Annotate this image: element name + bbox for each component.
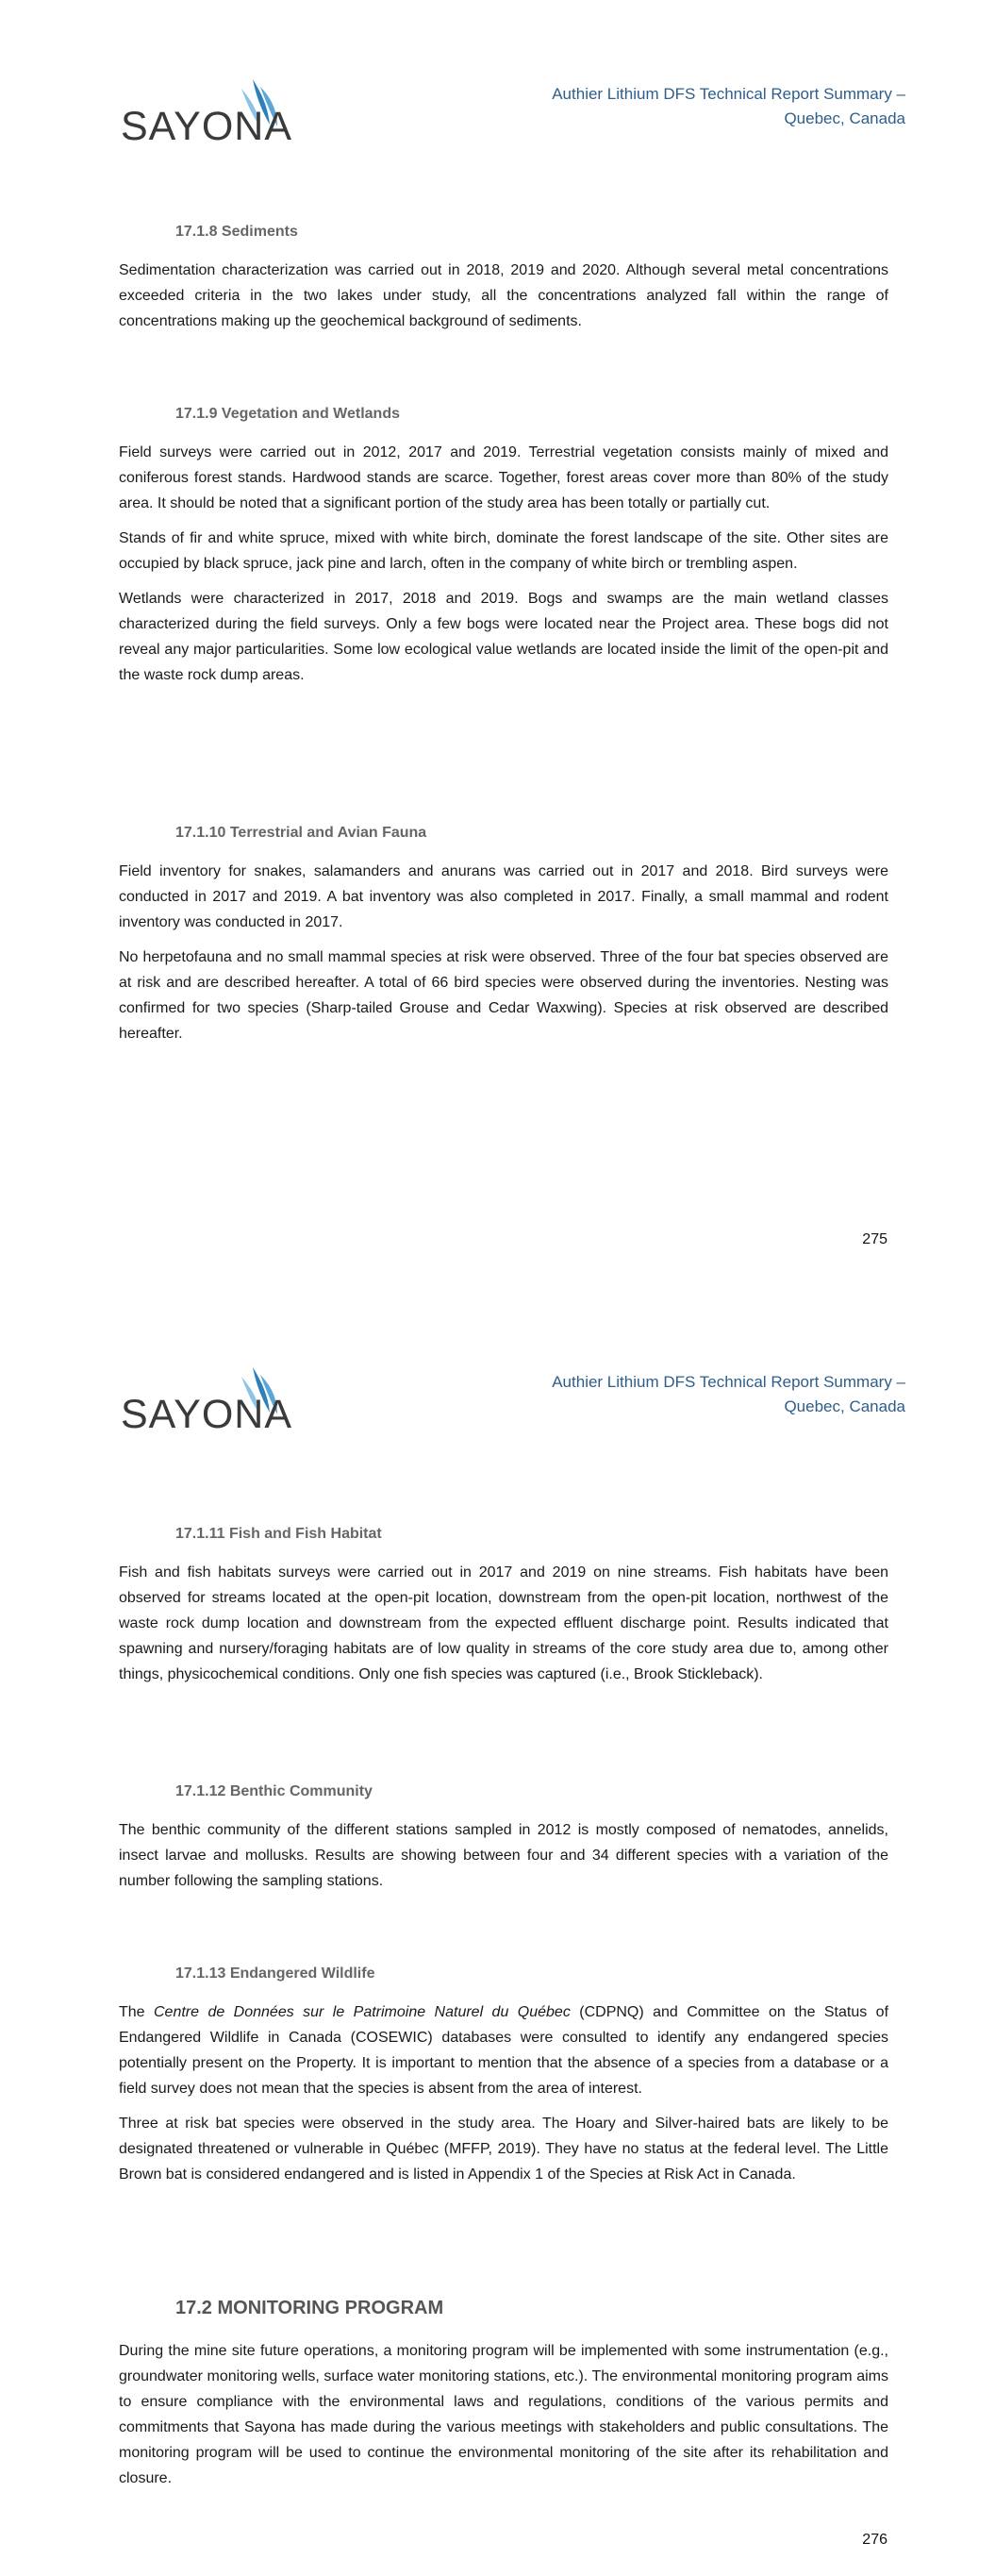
section-heading: 17.1.11 Fish and Fish Habitat [175,1526,382,1542]
sayona-logo [121,77,300,149]
section-heading: 17.1.8 Sediments [175,224,298,240]
report-title-line2: Quebec, Canada [784,109,905,127]
paragraph: Field surveys were carried out in 2012, 2017 and 2019. Terrestrial vegetation consists mainly of mixed and coniferous forest stands. Hardwood stands are scarce. Together, forest areas cover more than 80% of the study area. It should be noted that a significant portion of the study area has been totally or partially cut. [119,444,888,511]
report-title-line1: Authier Lithium DFS Technical Report Summary – [552,85,905,103]
section-endangered-wildlife [119,1965,888,2187]
paragraph: Field inventory for snakes, salamanders and anurans was carried out in 2017 and 2018. Bird surveys were conducted in 2017 and 2019. A bat inventory was also completed in 2017. Finally, a small mammal and rodent inventory was conducted in 2017. [119,863,888,930]
page-number: 275 [862,1231,887,1247]
section-terrestrial-avian-fauna [119,825,888,1046]
section-benthic-community [119,1783,888,1894]
section-heading: 17.1.13 Endangered Wildlife [175,1965,375,1982]
report-title-line1: Authier Lithium DFS Technical Report Summary – [552,1373,905,1391]
report-header [552,1370,905,1419]
report-title-line2: Quebec, Canada [784,1397,905,1415]
page-number: 276 [862,2532,887,2548]
page-276 [0,1288,995,2576]
logo-text: SAYONA [121,1392,293,1437]
text-run: (CDPNQ) and Committee on the Status of Endangered Wildlife in Canada (COSEWIC) databases were consulted to identify any endangered species potentially present on the Property. It is important to mention that the absence of a species from a database or a field survey does not mean that the species is absent from the area of interest. [119,2004,889,2097]
paragraph: During the mine site future operations, a monitoring program will be implemented with some instrumentation (e.g., groundwater monitoring wells, surface water monitoring stations, etc.). The environmental monitoring program aims to ensure compliance with the environmental laws and regulations, conditions of the various permits and commitments that Sayona has made during the various meetings with stakeholders and public consultations. The monitoring program will be used to continue the environmental monitoring of the site after its rehabilitation and closure. [119,2343,888,2486]
section-heading: 17.1.10 Terrestrial and Avian Fauna [175,825,427,841]
text-run: The [119,2004,154,2020]
section-heading: 17.1.9 Vegetation and Wetlands [175,406,400,422]
sayona-logo [121,1365,300,1437]
paragraph: Stands of fir and white spruce, mixed with white birch, dominate the forest landscape of the site. Other sites are occupied by black spruce, jack pine and larch, often in the company of white birch or trembling aspen. [119,530,888,572]
section-heading: 17.1.12 Benthic Community [175,1783,373,1799]
paragraph [119,1999,888,2101]
section-monitoring-program [119,2298,888,2491]
paragraph: Fish and fish habitats surveys were carried out in 2017 and 2019 on nine streams. Fish habitats have been observed for streams located at the open-pit location, downstream from the open-pit location, northwest of the waste rock dump location and downstream from the expected effluent discharge point. Results indicated that spawning and nursery/foraging habitats are of low quality in streams of the core study area due to, among other things, physicochemical conditions. Only one fish species was captured (i.e., Brook Stickleback). [119,1564,888,1682]
paragraph: Three at risk bat species were observed in the study area. The Hoary and Silver-haired bats are likely to be designated threatened or vulnerable in Québec (MFFP, 2019). They have no status at the federal level. The Little Brown bat is considered endangered and is listed in Appendix 1 of the Species at Risk Act in Canada. [119,2116,888,2183]
section-vegetation-wetlands [119,406,888,688]
section-sediments [119,224,888,334]
cdpnq-italic: Centre de Données sur le Patrimoine Naturel du Québec [154,2004,571,2020]
report-header [552,82,905,131]
logo-text: SAYONA [121,104,293,149]
paragraph: Wetlands were characterized in 2017, 2018 and 2019. Bogs and swamps are the main wetland classes characterized during the field surveys. Only a few bogs were located near the Project area. These bogs did not reveal any major particularities. Some low ecological value wetlands are located inside the limit of the open-pit and the waste rock dump areas. [119,591,888,683]
section-fish-habitat [119,1526,888,1687]
section-heading: 17.2 MONITORING PROGRAM [175,2298,444,2318]
paragraph: The benthic community of the different stations sampled in 2012 is mostly composed of nematodes, annelids, insect larvae and mollusks. Results are showing between four and 34 different species with a variation of the number following the sampling stations. [119,1822,888,1889]
paragraph: No herpetofauna and no small mammal species at risk were observed. Three of the four bat species observed are at risk and are described hereafter. A total of 66 bird species were observed during the inventories. Nesting was confirmed for two species (Sharp-tailed Grouse and Cedar Waxwing). Species at risk observed are described hereafter. [119,949,888,1042]
paragraph: Sedimentation characterization was carried out in 2018, 2019 and 2020. Although several metal concentrations exceeded criteria in the two lakes under study, all the concentrations analyzed fall within the range of concentrations making up the geochemical background of sediments. [119,262,888,329]
